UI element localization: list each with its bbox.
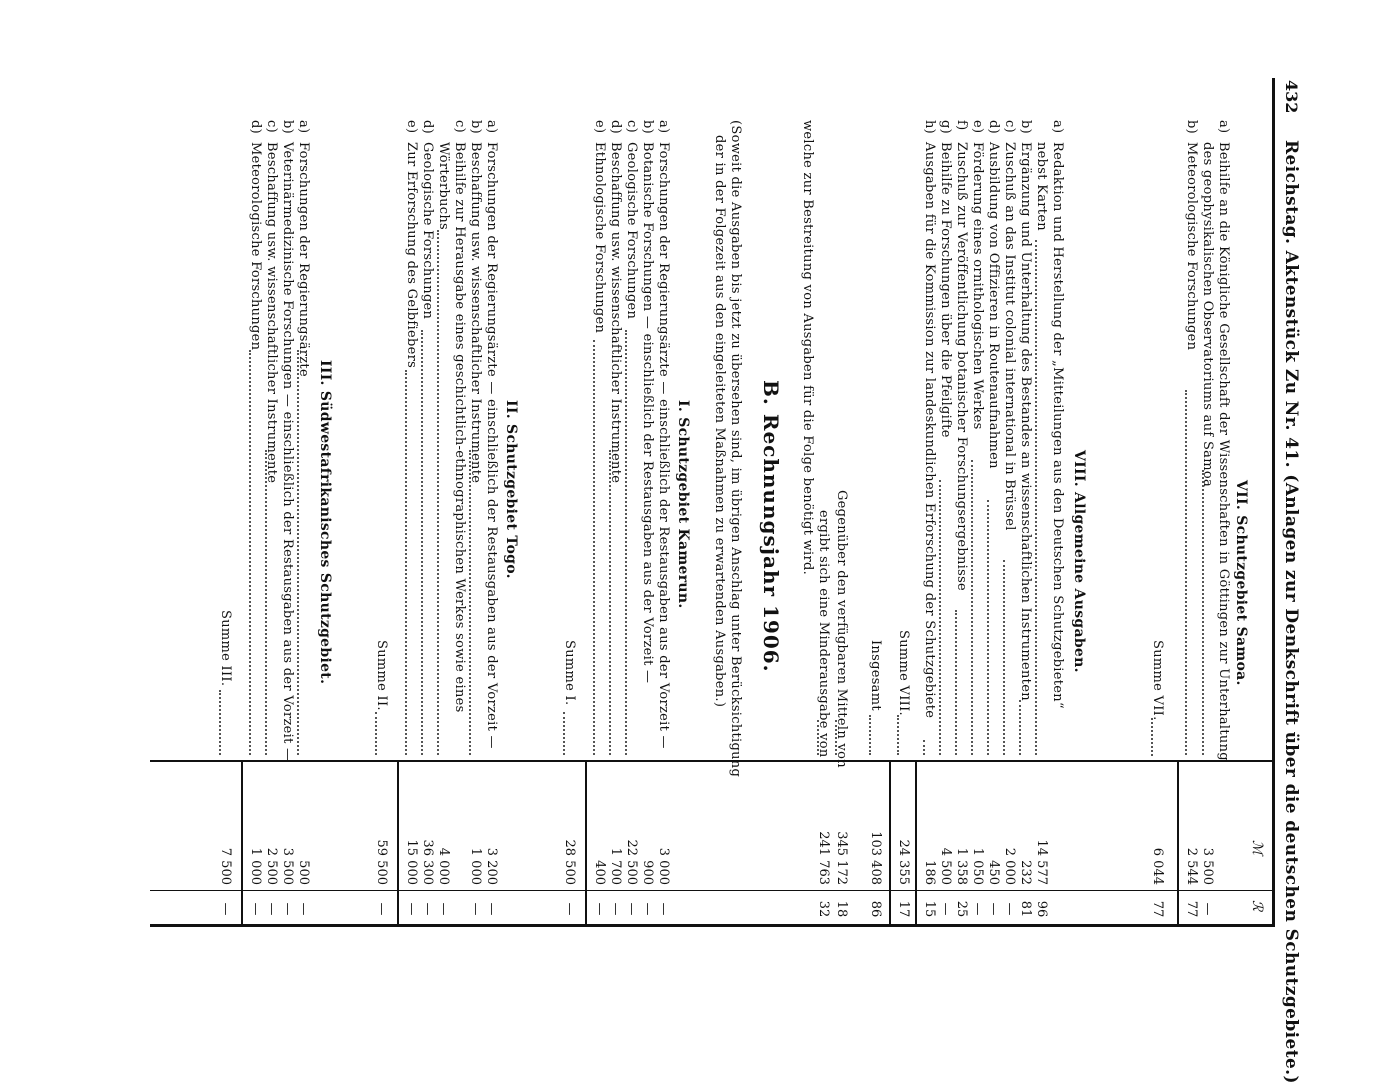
- viii-h-pf: 15: [922, 900, 937, 918]
- viii-a-pf: 96: [1034, 900, 1049, 918]
- viii-f-text: Zuschuß zur Veröffentlichung botanischer Forschungsergebnisse: [954, 142, 969, 592]
- viii-d-pf: —: [986, 902, 1001, 916]
- ii-a-label: a): [484, 120, 499, 134]
- viii-g-mark: 4 500: [938, 847, 953, 885]
- i-sum-pf: —: [562, 902, 577, 916]
- leader-dots: [1185, 390, 1188, 755]
- iii-c-pf: —: [264, 902, 279, 916]
- vii-a-label: a): [1216, 120, 1231, 134]
- ii-e-mark: 15 000: [404, 839, 419, 885]
- section-viii-heading: VIII. Allgemeine Ausgaben.: [1071, 450, 1087, 673]
- viii-a-mark: 14 577: [1034, 839, 1049, 885]
- ii-c-pf: —: [436, 902, 451, 916]
- viii-c-label: c): [1002, 120, 1017, 133]
- iii-b-mark: 3 500: [280, 847, 295, 885]
- section-i-heading: I. Schutzgebiet Kamerun.: [675, 400, 691, 609]
- insgesamt-mark: 103 408: [868, 831, 883, 885]
- ii-a-pf: —: [484, 902, 499, 916]
- iii-d-mark: 1 000: [248, 847, 263, 885]
- right-border-rule: [150, 924, 1275, 927]
- leader-dots: [593, 340, 596, 755]
- vii-sum-label: Summe VII.: [1150, 640, 1165, 721]
- viii-g-label: g): [938, 120, 953, 134]
- i-e-text: Ethnologische Forschungen: [592, 142, 607, 334]
- viii-g-text: Beihilfe zu Forschungen über die Pfeilgifte: [938, 142, 953, 438]
- leader-dots: [939, 480, 942, 755]
- i-e-label: e): [592, 120, 607, 134]
- viii-b-mark: 232: [1018, 860, 1033, 885]
- pf-column-rule: [150, 890, 1275, 891]
- section-ii-heading: II. Schutzgebiet Togo.: [503, 400, 519, 579]
- iii-sum-mark: 7 500: [218, 847, 233, 885]
- leader-dots: [971, 460, 974, 755]
- i-a-text: Forschungen der Regierungsärzte — einschließlich der Restausgaben aus der Vorzeit —: [656, 142, 671, 749]
- i-d-label: d): [608, 120, 623, 134]
- leader-dots: [1019, 700, 1022, 755]
- ii-e-text: Zur Erforschung des Gelbfiebers: [404, 142, 419, 369]
- leader-dots: [817, 720, 820, 755]
- minder-pf: 32: [816, 900, 831, 918]
- viii-sum-mark: 24 355: [896, 839, 911, 885]
- i-b-pf: —: [640, 902, 655, 916]
- ii-sum-pf: —: [374, 902, 389, 916]
- viii-b-text: Ergänzung und Unterhaltung des Bestandes an wissenschaftlichen Instrumenten: [1018, 142, 1033, 701]
- viii-d-label: d): [986, 120, 1001, 134]
- leader-dots: [563, 712, 566, 755]
- iii-c-text: Beschaffung usw. wissenschaftlicher Instrumente: [264, 142, 279, 484]
- iii-a-label: a): [296, 120, 311, 134]
- i-c-label: c): [624, 120, 639, 133]
- leader-dots: [835, 720, 838, 755]
- iii-b-pf: —: [280, 902, 295, 916]
- viii-g-pf: —: [938, 902, 953, 916]
- viii-b-pf: 81: [1018, 900, 1033, 918]
- pf-column-header: ℛ: [1249, 900, 1265, 912]
- vii-b-text: Meteorologische Forschungen: [1184, 142, 1199, 351]
- ii-b-mark: 1 000: [468, 847, 483, 885]
- ii-d-text: Geologische Forschungen: [420, 142, 435, 320]
- ii-sum-label: Summe II.: [374, 640, 389, 711]
- i-b-label: b): [640, 120, 655, 134]
- page-title: Reichstag. Aktenstück Zu Nr. 41. (Anlagen zur Denkschrift über die deutschen Schutzgebiete.): [1281, 140, 1301, 1084]
- i-c-pf: —: [624, 902, 639, 916]
- iii-b-text: Veterinärmedizinische Forschungen — einschließlich der Restausgaben aus der Vorzeit —: [280, 142, 295, 762]
- iii-c-mark: 2 500: [264, 847, 279, 885]
- welche-text: welche zur Bestreitung von Ausgaben für die Folge benötigt wird.: [800, 120, 815, 576]
- ii-a-text: Forschungen der Regierungsärzte — einschließlich der Restausgaben aus der Vorzeit —: [484, 142, 499, 749]
- part-b-note-line1: (Soweit die Ausgaben bis jetzt zu übersehen sind, im übrigen Anschlag unter Berücksichtigung: [728, 120, 743, 778]
- vii-sum-pf: 77: [1150, 900, 1165, 918]
- ii-sum-mark: 59 500: [374, 839, 389, 885]
- amount-column-rule: [150, 760, 1275, 762]
- viii-h-label: h): [922, 120, 937, 135]
- header-rule: [1272, 78, 1275, 926]
- leader-dots: [1202, 470, 1205, 755]
- vergleich-line2: ergibt sich eine Minderausgabe von: [816, 510, 831, 758]
- viii-sum-label: Summe VIII.: [896, 630, 911, 716]
- viii-e-pf: —: [970, 902, 985, 916]
- viii-d-mark: 450: [986, 860, 1001, 885]
- i-a-pf: —: [656, 902, 671, 916]
- vii-a-mark: 3 500: [1200, 847, 1215, 885]
- vii-a-pf: —: [1200, 902, 1215, 916]
- viii-f-label: f): [954, 120, 969, 131]
- ii-b-label: b): [468, 120, 483, 134]
- section-iii-heading: III. Südwestafrikanisches Schutzgebiet.: [317, 360, 333, 685]
- i-c-text: Geologische Forschungen: [624, 142, 639, 320]
- ii-d-label: d): [420, 120, 435, 134]
- leader-dots: [437, 230, 440, 755]
- leader-dots: [219, 690, 222, 755]
- i-sum-mark: 28 500: [562, 839, 577, 885]
- viii-a-line1: Redaktion und Herstellung der „Mitteilungen aus den Deutschen Schutzgebieten“: [1050, 142, 1065, 709]
- insgesamt-label: Insgesamt: [868, 640, 883, 711]
- ii-c-label: c): [452, 120, 467, 133]
- viii-c-mark: 2 000: [1002, 847, 1017, 885]
- ii-a-mark: 3 200: [484, 847, 499, 885]
- viii-e-label: e): [970, 120, 985, 134]
- ii-c-line2: Wörterbuchs: [436, 142, 451, 230]
- i-c-mark: 22 500: [624, 839, 639, 885]
- viii-e-mark: 1 050: [970, 847, 985, 885]
- i-b-text: Botanische Forschungen — einschließlich der Restausgaben aus der Vorzeit —: [640, 142, 655, 684]
- leader-dots: [923, 740, 926, 755]
- viii-h-text: Ausgaben für die Kommission zur landeskundlichen Erforschung der Schutzgebiete: [922, 142, 937, 719]
- ii-e-label: e): [404, 120, 419, 134]
- i-d-pf: —: [608, 902, 623, 916]
- viii-h-mark: 186: [922, 860, 937, 885]
- leader-dots: [987, 500, 990, 755]
- insgesamt-pf: 86: [868, 900, 883, 918]
- i-e-pf: —: [592, 902, 607, 916]
- ii-c-line1: Beihilfe zur Herausgabe eines geschichtlich-ethnographischen Werkes sowie eines: [452, 142, 467, 713]
- leader-dots: [1035, 240, 1038, 755]
- leader-dots: [955, 610, 958, 755]
- sum-rule: [915, 760, 917, 924]
- leader-dots: [249, 350, 252, 755]
- leader-dots: [469, 450, 472, 755]
- iii-sum-pf: —: [218, 902, 233, 916]
- leader-dots: [897, 715, 900, 755]
- part-b-note-line2: der in der Folgezeit aus den eingeleiteten Maßnahmen zu erwartenden Ausgaben.): [712, 135, 727, 708]
- i-d-text: Beschaffung usw. wissenschaftlicher Instrumente: [608, 142, 623, 484]
- viii-c-pf: —: [1002, 902, 1017, 916]
- viii-c-text: Zuschuß an das Institut colonial international in Brüssel: [1002, 142, 1017, 531]
- leader-dots: [1151, 718, 1154, 756]
- viii-a-line2: nebst Karten: [1034, 142, 1049, 231]
- leader-dots: [609, 450, 612, 755]
- iii-a-mark: 500: [296, 860, 311, 885]
- ii-c-mark: 4 000: [436, 847, 451, 885]
- vii-sum-mark: 6 044: [1150, 847, 1165, 885]
- section-vii-heading: VII. Schutzgebiet Samoa.: [1233, 480, 1249, 686]
- page-number: 432: [1282, 80, 1301, 114]
- i-b-mark: 900: [640, 860, 655, 885]
- viii-e-text: Förderung eines ornithologischen Werkes: [970, 142, 985, 430]
- leader-dots: [405, 370, 408, 755]
- leader-dots: [297, 350, 300, 755]
- ii-e-pf: —: [404, 902, 419, 916]
- iii-b-label: b): [280, 120, 295, 134]
- vii-b-mark: 2 544: [1184, 847, 1199, 885]
- leader-dots: [421, 330, 424, 755]
- sum-rule: [889, 760, 891, 924]
- sum-rule: [1177, 760, 1179, 924]
- mark-column-header: ℳ: [1249, 840, 1265, 855]
- iii-sum-label: Summe III.: [218, 610, 233, 687]
- leader-dots: [265, 450, 268, 755]
- leader-dots: [1003, 560, 1006, 755]
- minder-mark: 241 763: [816, 831, 831, 885]
- vii-a-text-line2: des geophysikalischen Observatoriums auf Samoa: [1200, 142, 1215, 488]
- leader-dots: [625, 330, 628, 755]
- iii-d-text: Meteorologische Forschungen: [248, 142, 263, 351]
- i-d-mark: 1 700: [608, 847, 623, 885]
- vergleich-mark: 345 172: [834, 831, 849, 885]
- ii-d-pf: —: [420, 902, 435, 916]
- i-a-mark: 3 000: [656, 847, 671, 885]
- iii-d-label: d): [248, 120, 263, 134]
- i-e-mark: 400: [592, 860, 607, 885]
- sum-rule: [241, 760, 243, 924]
- ii-b-pf: —: [468, 902, 483, 916]
- viii-sum-pf: 17: [896, 900, 911, 918]
- sum-rule: [585, 760, 587, 924]
- sum-rule: [397, 760, 399, 924]
- iii-a-pf: —: [296, 902, 311, 916]
- iii-c-label: c): [264, 120, 279, 133]
- viii-b-label: b): [1018, 120, 1033, 134]
- part-b-heading: B. Rechnungsjahr 1906.: [759, 380, 783, 673]
- vergleich-line1: Gegenüber den verfügbaren Mitteln von: [834, 490, 849, 768]
- vii-b-pf: 77: [1184, 900, 1199, 918]
- vii-b-label: b): [1184, 120, 1199, 134]
- ii-b-text: Beschaffung usw. wissenschaftlicher Instrumente: [468, 142, 483, 484]
- vii-a-text-line1: Beihilfe an die Königliche Gesellschaft der Wissenschaften in Göttingen zur Unterhaltung: [1216, 142, 1231, 761]
- viii-d-text: Ausbildung von Offizieren in Routenaufnahmen: [986, 142, 1001, 469]
- ii-d-mark: 36 300: [420, 839, 435, 885]
- viii-f-mark: 1 358: [954, 847, 969, 885]
- i-a-label: a): [656, 120, 671, 134]
- i-sum-label: Summe I.: [562, 640, 577, 706]
- viii-f-pf: 25: [954, 900, 969, 918]
- viii-a-label: a): [1050, 120, 1065, 134]
- leader-dots: [375, 712, 378, 755]
- iii-d-pf: —: [248, 902, 263, 916]
- leader-dots: [869, 715, 872, 755]
- vergleich-pf: 18: [834, 900, 849, 918]
- iii-a-text: Forschungen der Regierungsärzte: [296, 142, 311, 377]
